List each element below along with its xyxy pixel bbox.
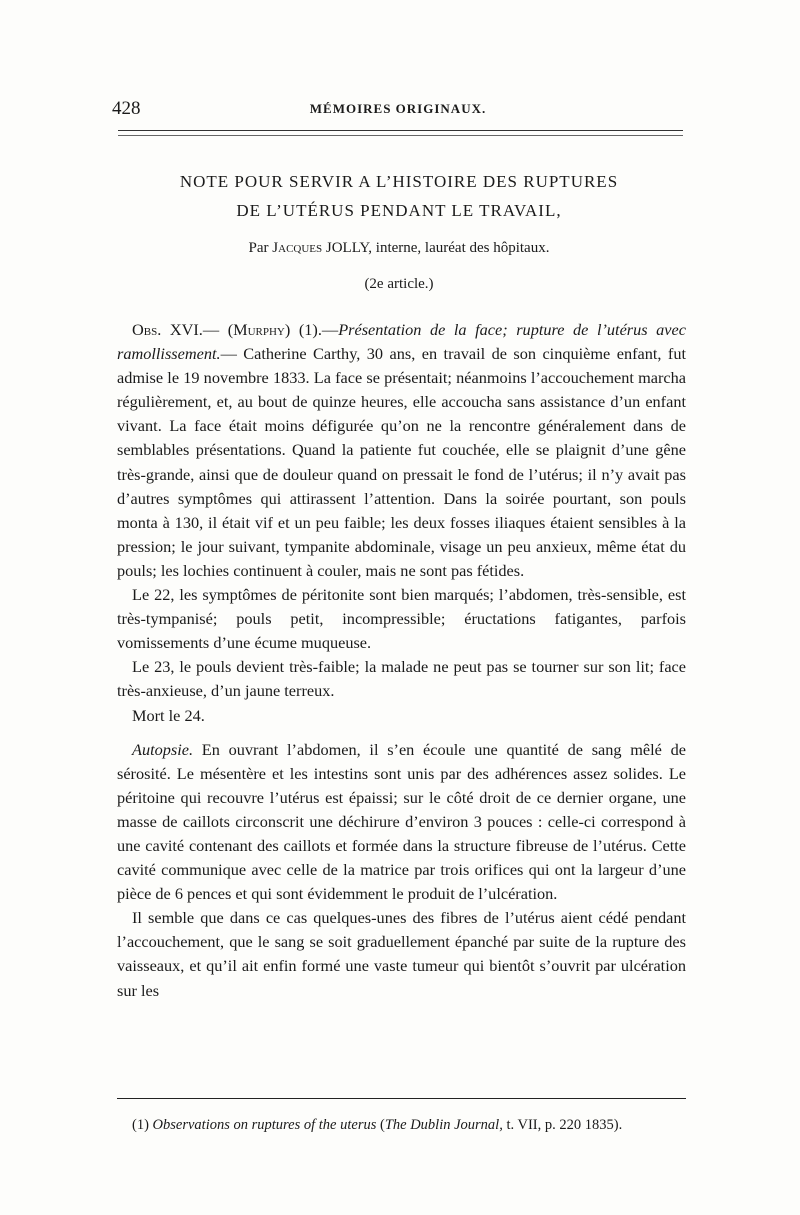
observation-label: Obs. XVI.— (Murphy) (1).— bbox=[132, 320, 339, 339]
paragraph-23: Le 23, le pouls devient très-faible; la malade ne peut pas se tourner sur son lit; face très-anxieuse, d’un jaune terreux. bbox=[117, 657, 686, 701]
byline bbox=[112, 240, 686, 257]
autopsy-paragraph bbox=[117, 738, 686, 907]
article-title-line-2: DE L’UTÉRUS PENDANT LE TRAVAIL, bbox=[236, 201, 562, 220]
running-title: MÉMOIRES ORIGINAUX. bbox=[309, 101, 487, 116]
closing-paragraph: Il semble que dans ce cas quelques-unes des fibres de l’utérus aient cédé pendant l’accouchement, que le sang se soit graduellement épanché par suite de la rupture des vaisseaux, et qu’il ait enfin formé une vaste tumeur qui bientôt s’ouvrit par ulcération sur les bbox=[117, 908, 686, 1000]
running-head bbox=[112, 98, 684, 122]
footnote-rest: t. VII, p. 220 1835). bbox=[506, 1117, 623, 1133]
paragraph-22: Le 22, les symptômes de péritonite sont bien marqués; l’abdomen, très-sensible, est très-tympanisé; pouls petit, incompressible; éructations fatigantes, parfois vomissements d’une écume muqueuse. bbox=[117, 585, 686, 653]
observation-title: Présentation de la face; rupture de l’utérus avec ramollissement. bbox=[117, 320, 686, 364]
page-number: 428 bbox=[112, 98, 141, 119]
article-body bbox=[117, 318, 686, 1003]
footnote-marker: (1) bbox=[132, 1117, 149, 1133]
autopsy-text: En ouvrant l’abdomen, il s’en écoule une quantité de sang mêlé de sérosité. Le mésentère et les intestins sont unis par des adhérences assez solides. Le péritoine qui recouvre l’utérus est épaissi; sur le côté droit de ce dernier organe, une masse de caillots circonscrit une déchirure d’environ 3 pouces : celle-ci correspond à une cavité contenant des caillots et formée dans la structure fibreuse de l’utérus. Cette cavité communique avec celle de la matrice par trois orifices qui ont la largeur d’une pièce de 6 pences et qui sont évidemment le produit de l’ulcération. bbox=[117, 739, 686, 904]
autopsy-label: Autopsie. bbox=[132, 739, 194, 759]
observation-paragraph bbox=[117, 318, 686, 583]
footnote-paren: ( bbox=[379, 1117, 385, 1133]
header-rule bbox=[118, 130, 683, 136]
footnote-journal: The Dublin Journal, bbox=[384, 1117, 503, 1133]
article-title-line-1: NOTE POUR SERVIR A L’HISTOIRE DES RUPTURES bbox=[179, 172, 619, 191]
footnote bbox=[117, 1114, 686, 1136]
observation-text: — Catherine Carthy, 30 ans, en travail de son cinquième enfant, fut admise le 19 novembre 1833. La face se présentait; néanmoins l’accouchement marcha régulièrement, et, au bout de quinze heures, elle accoucha sans assistance d’un enfant vivant. La face était moins défigurée qu’on ne la rencontre généralement dans de semblables présentations. Quand la patiente fut couchée, elle se plaignit d’une gêne très-grande, ainsi que de douleur quand on pressait le fond de l’utérus; il n’y avait pas d’autres symptômes qui attirassent l’attention. Dans la soirée pourtant, son pouls monta à 130, il était vif et un peu faible; les deux fosses iliaques étaient sensibles à la pression; le jour suivant, tympanite abdominale, visage un peu anxieux, même état du pouls; les lochies continuent à couler, mais ne sont pas fétides. bbox=[117, 344, 686, 580]
byline-prefix: Par bbox=[248, 240, 269, 256]
byline-suffix: interne, lauréat des hôpitaux. bbox=[375, 240, 550, 256]
footnote-rule bbox=[117, 1098, 686, 1099]
article-number: (2e article.) bbox=[364, 276, 434, 292]
author-name: Jacques JOLLY, bbox=[272, 240, 373, 256]
paragraph-death: Mort le 24. bbox=[132, 705, 205, 725]
footnote-title: Observations on ruptures of the uterus bbox=[152, 1117, 377, 1133]
